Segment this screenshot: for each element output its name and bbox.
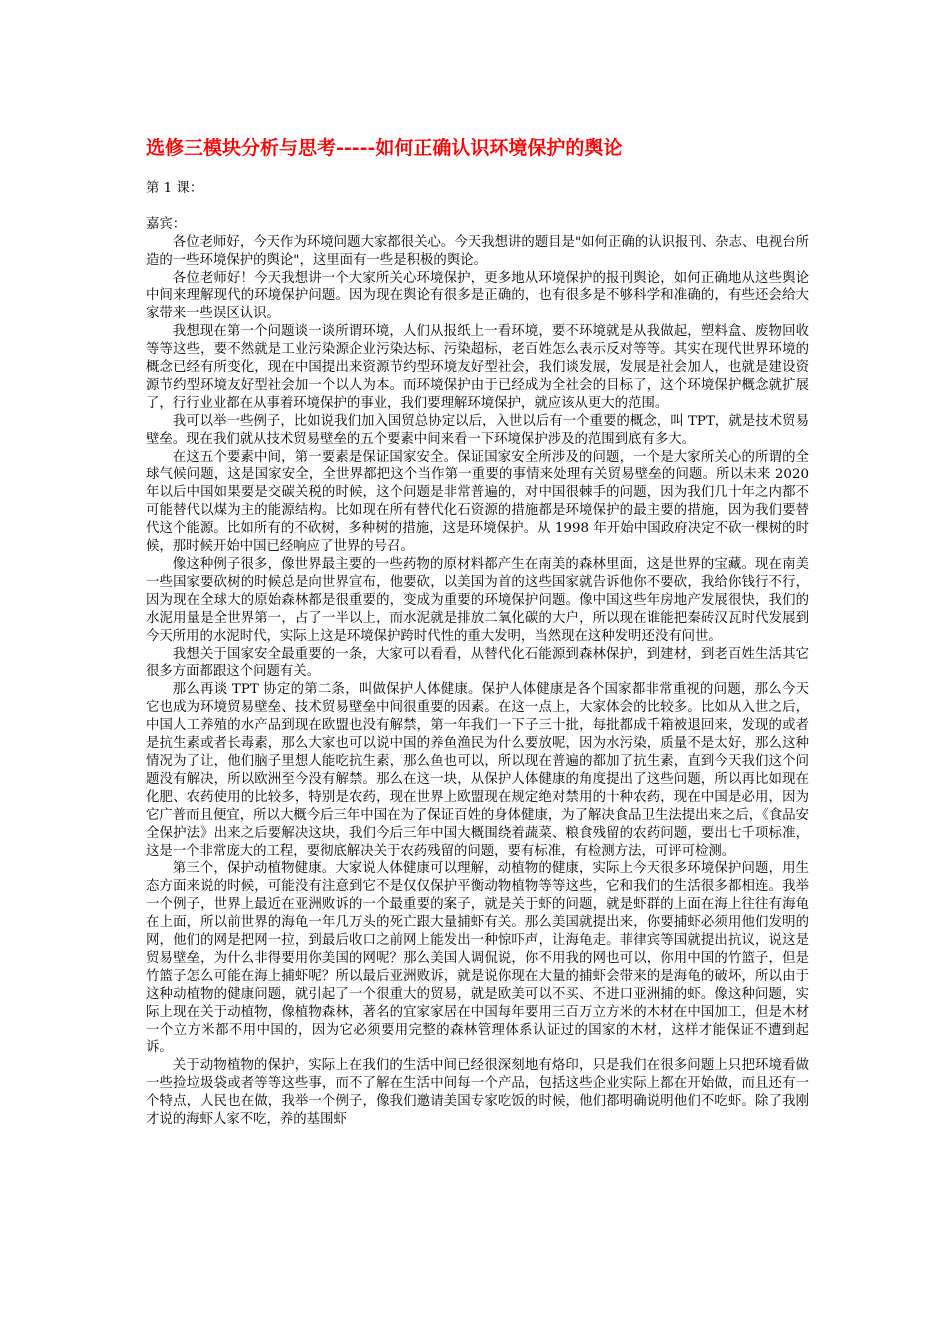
- paragraph-3: 我想现在第一个问题谈一谈所谓环境，人们从报纸上一看环境，要不环境就是从我做起，塑料盒、废物回收等等这些，要不然就是工业污染源企业污染达标、污染超标，老百姓怎么表示反对等等。其实在现代世界环境的概念已经有所变化，现在中国提出来资源节约型环境友好型社会，我们谈发展，发展是社会加人，也就是建设资源节约型环境友好型社会加一个以人为本。而环境保护由于已经成为全社会的目标了，这个环境保护概念就扩展了，行行业业都在从事着环境保护的事业，我们要理解环境保护，就应该从更大的范围。: [146, 324, 809, 411]
- speaker-label: 嘉宾：: [146, 216, 187, 232]
- paragraph-2: 各位老师好！今天我想讲一个大家所关心环境保护，更多地从环境保护的报刊舆论，如何正确地从这些舆论中间来理解现代的环境保护问题。因为现在舆论有很多是正确的，也有很多是不够科学和准确的，有些还会给大家带来一些误区认识。: [146, 270, 809, 322]
- paragraph-9: 第三个，保护动植物健康。大家说人体健康可以理解，动植物的健康，实际上今天很多环境保护问题，用生态方面来说的时候，可能没有注意到它不是仅仅保护平衡动物植物等等这些，它和我们的生活很多都相连。我举一个例子，世界上最近在亚洲败诉的一个最重要的案子，就是关于虾的问题，就是虾群的上面在海上往往有海龟在上面，所以前世界的海龟一年几万头的死亡跟大量捕虾有关。那么美国就提出来，你要捕虾必须用他们发明的网，他们的网是把网一拉，到最后收口之前网上能发出一种惊吓声，让海龟走。菲律宾等国就提出抗议，说这是贸易壁垒，为什么非得要用你美国的网呢？那么美国人调侃说，你不用我的网也可以，你用中国的竹篮子，但是竹篮子怎么可能在海上捕虾呢？所以最后亚洲败诉，就是说你现在大量的捕虾会带来的是海龟的破坏，所以由于这种动植物的健康问题，就引起了一个很重大的贸易，就是欧美可以不买、不进口亚洲捕的虾。像这种问题，实际上现在关于动植物，像植物森林，著名的宜家家居在中国每年要用三百万立方米的木材在中国加工，但是木材一个立方米都不用中国的，因为它必须要用完整的森林管理体系认证过的国家的木材，这样才能保证不遭到起诉。: [146, 861, 809, 1056]
- paragraph-5: 在这五个要素中间，第一要素是保证国家安全。保证国家安全所涉及的问题，一个是大家所关心的所谓的全球气候问题，这是国家安全，全世界都把这个当作第一重要的事情来处理有关贸易壁垒的问题。所以未来 2020 年以后中国如果要是交碳关税的时候，这个问题是非常普遍的，对中国很棘手的问题，因为我们几十年之内都不可能替代以煤为主的能源结构。比如现在所有替代化石资源的措施都是环境保护的最主要的措施，因为我们要替代这个能源。比如所有的不砍树，多种树的措施，这是环境保护。从 1998 年开始中国政府决定不砍一棵树的时候，那时候开始中国已经响应了世界的号召。: [146, 449, 809, 555]
- paragraph-7: 我想关于国家安全最重要的一条，大家可以看看，从替代化石能源到森林保护，到建材，到老百姓生活其它很多方面都跟这个问题有关。: [146, 646, 809, 680]
- paragraph-10: 关于动物植物的保护，实际上在我们的生活中间已经很深刻地有烙印，只是我们在很多问题上只把环境看做一些捡垃圾袋或者等等这些事，而不了解在生活中间每一个产品，包括这些企业实际上都在开始做，而且还有一个特点，人民也在做，我举一个例子，像我们邀请美国专家吃饭的时候，他们都明确说明他们不吃虾。除了我刚才说的海虾人家不吃，养的基围虾: [146, 1058, 809, 1128]
- paragraph-1: 各位老师好，今天作为环境问题大家都很关心。今天我想讲的题目是"如何正确的认识报刊、杂志、电视台所造的一些环境保护的舆论"，这里面有一些是积极的舆论。: [146, 234, 809, 268]
- paragraph-6: 像这种例子很多，像世界最主要的一些药物的原材料都产生在南美的森林里面，这是世界的宝藏。现在南美一些国家要砍树的时候总是向世界宣布，他要砍，以美国为首的这些国家就告诉他你不要砍，我给你钱行不行，因为现在全球大的原始森林都是很重要的，变成为重要的环境保护问题。像中国这些年房地产发展很快，我们的水泥用量是全世界第一，占了一半以上，而水泥就是排放二氧化碳的大户，所以现在谁能把秦砖汉瓦时代发展到今天所用的水泥时代，实际上这是环境保护跨时代性的重大发明，当然现在这种发明还没有问世。: [146, 557, 809, 644]
- document-title: 选修三模块分析与思考-----如何正确认识环境保护的舆论: [146, 137, 623, 159]
- paragraph-8: 那么再谈 TPT 协定的第二条，叫做保护人体健康。保护人体健康是各个国家都非常重视的问题，那么今天它也成为环境贸易壁垒、技术贸易壁垒中间很重要的因素。在这一点上，大家体会的比较多。比如从入世之后，中国人工养殖的水产品到现在欧盟也没有解禁，第一年我们一下子三十批，每批都成千箱被退回来，发现的或者是抗生素或者长毒素，那么大家也可以说中国的养鱼渔民为什么要放呢，因为水污染，质量不是太好，那么这种情况为了让，他们脑子里想人能吃抗生素，那么鱼也可以，所以现在普遍的都加了抗生素，直到今天我们这个问题没有解决，所以欧洲至今没有解禁。那么在这一块，从保护人体健康的角度提出了这些问题，所以再比如现在化肥、农药使用的比较多，特别是农药，现在世界上欧盟现在规定绝对禁用的十种农药，现在中国是必用，因为它广普而且便宜，所以大概今后三年中国在为了保证百姓的身体健康，为了解决食品卫生法提出来之后，《食品安全保护法》出来之后要解决这块，我们今后三年中国大概围绕着蔬菜、粮食残留的农药问题，要出七千项标准，这是一个非常庞大的工程，要彻底解决关于农药残留的问题，要有标准，有检测方法，可评可检测。: [146, 682, 809, 859]
- document-page: [146, 134, 809, 1129]
- paragraph-4: 我可以举一些例子，比如说我们加入国贸总协定以后，入世以后有一个重要的概念，叫 TPT，就是技术贸易壁垒。现在我们就从技术贸易壁垒的五个要素中间来看一下环境保护涉及的范围到底有多大。: [146, 413, 809, 447]
- lesson-label: 第 1 课：: [146, 181, 204, 196]
